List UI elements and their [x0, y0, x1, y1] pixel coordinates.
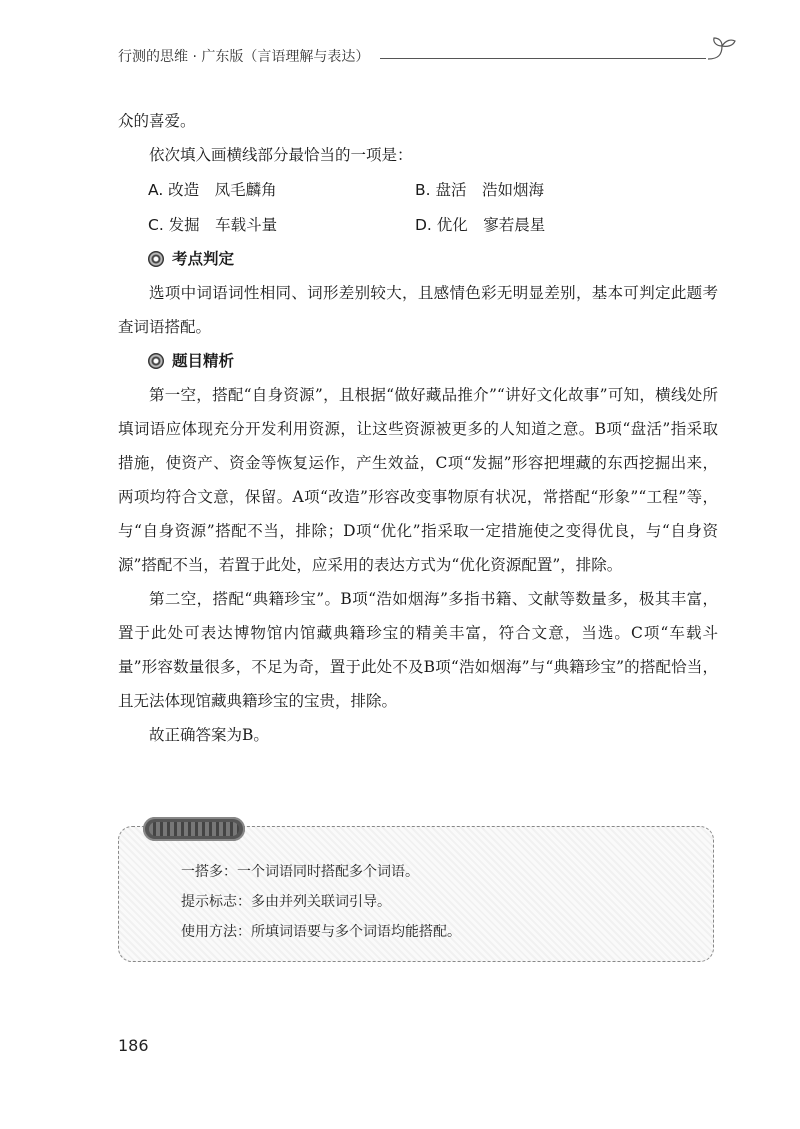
option-row — [148, 207, 718, 242]
section-heading-analysis — [118, 344, 718, 378]
tip-box — [118, 826, 714, 962]
option-row — [148, 172, 718, 207]
running-header — [118, 34, 718, 74]
option-b: B. 盘活 浩如烟海 — [415, 180, 544, 199]
tip-line: 一搭多：一个词语同时搭配多个词语。 — [181, 864, 419, 880]
main-content — [118, 104, 718, 752]
option-d: D. 优化 寥若晨星 — [415, 215, 546, 234]
header-rule — [380, 58, 706, 59]
option-a: A. 改造 凤毛麟角 — [148, 180, 277, 199]
analysis-paragraph: 第二空，搭配“典籍珍宝”。B项“浩如烟海”多指书籍、文献等数量多，极其丰富，置于此处可表达博物馆内馆藏典籍珍宝的精美丰富，符合文意，当选。C项“车载斗量”形容数量很多，不足为奇，置于此处不及B项“浩如烟海”与“典籍珍宝”的搭配恰当，且无法体现馆藏典籍珍宝的宝贵，排除。 — [118, 590, 718, 710]
sprout-icon — [704, 34, 740, 64]
tip-tag-badge — [143, 817, 245, 841]
tip-line: 提示标志：多由并列关联词引导。 — [181, 894, 391, 910]
passage-continuation: 众的喜爱。 — [118, 112, 196, 130]
tip-tag-pattern — [149, 822, 239, 836]
question-prompt: 依次填入画横线部分最恰当的一项是： — [149, 146, 413, 164]
option-c: C. 发掘 车载斗量 — [148, 215, 278, 234]
section-title: 考点判定 — [172, 250, 235, 268]
section-heading-point — [118, 242, 718, 276]
tip-lines — [181, 857, 461, 947]
analysis-paragraph: 第一空，搭配“自身资源”，且根据“做好藏品推介”“讲好文化故事”可知，横线处所填词语应体现充分开发利用资源，让这些资源被更多的人知道之意。B项“盘活”指采取措施，使资产、资金等恢复运作，产生效益，C项“发掘”形容把埋藏的东西挖掘出来，两项均符合文意，保留。A项“改造”形容改变事物原有状况，常搭配“形象”“工程”等，与“自身资源”搭配不当，排除；D项“优化”指采取一定措施使之变得优良，与“自身资源”搭配不当，若置于此处，应采用的表达方式为“优化资源配置”，排除。 — [118, 386, 718, 574]
header-title: 行测的思维 · 广东版（言语理解与表达） — [118, 49, 370, 65]
flower-bullet-icon — [148, 251, 164, 267]
tip-line: 使用方法：所填词语要与多个词语均能搭配。 — [181, 924, 461, 940]
flower-bullet-icon — [148, 353, 164, 369]
answer-options — [118, 172, 718, 242]
section-title: 题目精析 — [172, 352, 235, 370]
answer-conclusion: 故正确答案为B。 — [149, 726, 269, 744]
page-number: 186 — [118, 1036, 149, 1055]
section-text: 选项中词语词性相同、词形差别较大，且感情色彩无明显差别，基本可判定此题考查词语搭配。 — [118, 284, 718, 336]
